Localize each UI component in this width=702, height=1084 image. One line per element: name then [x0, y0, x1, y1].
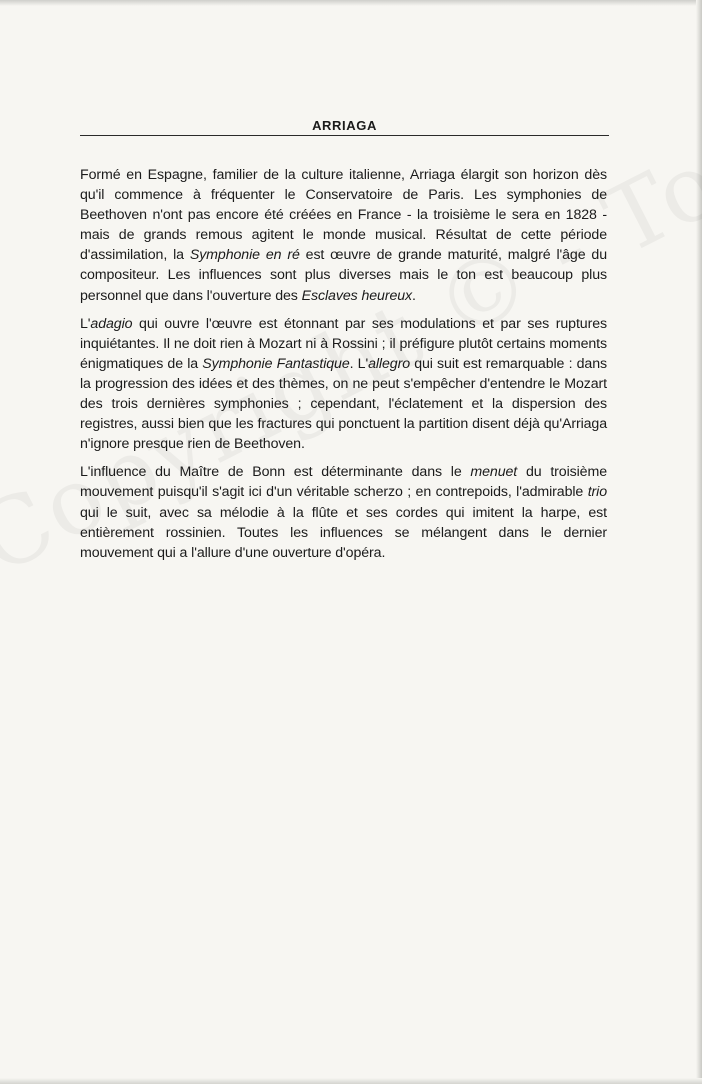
text-run: qui ouvre l'œuvre est étonnant par ses modulations et par ses ruptures inquiétantes. Il ne doit rien à Mozart ni à Rossini ; il préfigure plutôt certains moments énigmatiques de la: [80, 315, 607, 372]
page-header: [80, 118, 609, 136]
text-run: est œuvre de grande maturité, malgré l'âge du compositeur. Les influences sont plus diverses mais le ton est beaucoup plus personnel que dans l'ouverture des: [80, 247, 607, 304]
italic-title: trio: [587, 484, 607, 501]
text-run: qui suit est remarquable : dans la progression des idées et des thèmes, on ne peut s'empêcher d'entendre le Mozart des trois dernières symphonies ; cependant, l'éclatement et la dispersion des registres, aussi bien que les fractures qui ponctuent la partition disent déjà qu'Arriaga n'ignore presque rien de Beethoven.: [80, 355, 607, 453]
italic-title: Esclaves heureux: [301, 287, 413, 304]
text-run: .: [412, 287, 416, 304]
text-run: Formé en Espagne, familier de la culture italienne, Arriaga élargit son horizon dès qu'il commence à fréquenter le Conservatoire de Paris. Les symphonies de Beethoven n'ont pas encore été créées en France - la troisième le sera en 1828 - mais de grands remous agitent le monde musical. Résultat de cette période d'assimilation, la: [80, 167, 607, 264]
article-body: [80, 165, 607, 571]
paragraph-2: [80, 314, 607, 455]
text-run: L': [80, 315, 91, 332]
italic-title: menuet: [470, 464, 518, 481]
paragraph-3: [80, 462, 607, 562]
text-run: . L': [349, 355, 369, 372]
page-edge-right: [696, 0, 702, 1084]
text-run: L'influence du Maître de Bonn est déterminante dans le: [80, 464, 471, 481]
italic-title: allegro: [368, 355, 410, 372]
page-edge-bottom: [0, 1078, 702, 1084]
page-title: ARRIAGA: [312, 118, 377, 133]
italic-title: Symphonie en ré: [189, 247, 300, 264]
page-edge-top: [0, 0, 702, 6]
text-run: du troisième mouvement puisqu'il s'agit ici d'un véritable scherzo ; en contrepoids, l'admirable: [80, 464, 607, 501]
italic-title: adagio: [90, 315, 133, 332]
italic-title: Symphonie Fantastique: [202, 355, 350, 372]
paragraph-1: [80, 165, 607, 306]
text-run: qui le suit, avec sa mélodie à la flûte et ses cordes qui imitent la harpe, est entièrement rossinien. Toutes les influences se mélangent dans le dernier mouvement qui a l'allure d'une ouverture d'opéra.: [80, 504, 607, 561]
